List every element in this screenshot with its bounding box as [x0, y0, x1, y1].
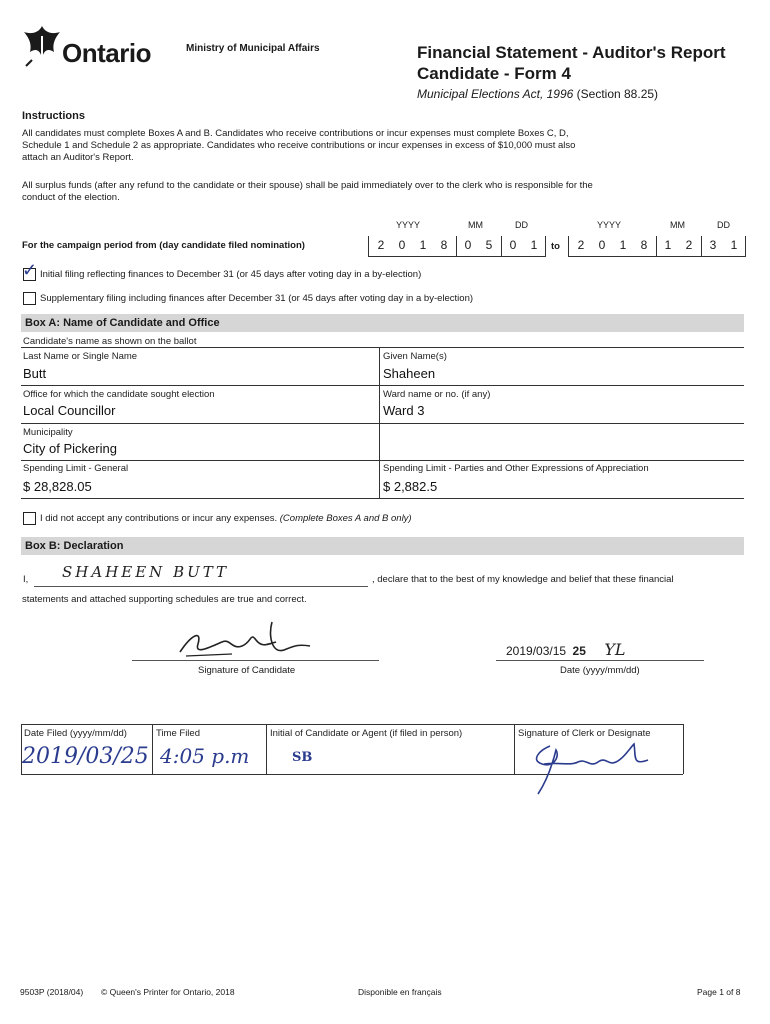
mm-label: MM — [670, 220, 685, 230]
date-digit: 3 — [709, 238, 717, 252]
date-digit: 0 — [598, 238, 606, 252]
given-names-label: Given Name(s) — [383, 351, 447, 362]
declaration-text-2: statements and attached supporting schedules are true and correct. — [22, 594, 307, 605]
spending-parties-field[interactable]: $ 2,882.5 — [383, 479, 438, 494]
instr-line: conduct of the election. — [22, 192, 120, 203]
box-a-heading: Box A: Name of Candidate and Office — [21, 314, 744, 332]
period-from-field[interactable] — [368, 236, 546, 258]
last-name-field[interactable]: Butt — [23, 366, 47, 381]
mm-label: MM — [468, 220, 483, 230]
instr-line: attach an Auditor's Report. — [22, 152, 134, 163]
supplementary-filing-label: Supplementary filing including finances after December 31 (or 45 days after voting day in a by-election) — [40, 293, 474, 304]
date-digit: 8 — [640, 238, 648, 252]
no-contrib-text: I did not accept any contributions or incur any expenses. — [40, 513, 278, 524]
footer-page-number: Page 1 of 8 — [697, 987, 741, 997]
date-digit: 1 — [664, 238, 672, 252]
time-filed-field[interactable]: 4:05 p.m — [160, 744, 250, 768]
instr-line: Schedule 1 and Schedule 2 as appropriate. Candidates who receive contributions or incur expenses in excess of $10,000 must also — [22, 140, 576, 151]
instructions-para-1 — [22, 128, 752, 164]
act-section: (Section 88.25) — [576, 87, 659, 101]
ontario-logo — [20, 20, 170, 70]
date-initials: YL — [604, 640, 626, 659]
initial-filing-label: Initial filing reflecting finances to December 31 (or 45 days after voting day in a by-election) — [40, 269, 422, 280]
candidate-signature — [172, 616, 332, 664]
date-digit: 1 — [419, 238, 427, 252]
checkmark-icon: ✓ — [22, 260, 38, 281]
date-digit: 1 — [730, 238, 738, 252]
title-line-2: Candidate - Form 4 — [417, 64, 571, 83]
date-filed-field[interactable]: 2019/03/25 — [22, 744, 149, 769]
period-header-labels — [0, 220, 770, 232]
date-correction: 25 — [572, 644, 586, 658]
declaration-date: 2019/03/15 — [506, 644, 567, 658]
no-contributions-label — [40, 513, 412, 524]
date-digit: 0 — [464, 238, 472, 252]
title-line-1: Financial Statement - Auditor's Report — [417, 43, 726, 62]
candidate-initial-field[interactable]: SB — [292, 750, 313, 765]
instr-line: All candidates must complete Boxes A and B. Candidates who receive contributions or incur expenses must complete Boxes C, D, — [22, 128, 569, 139]
declaration-date-field[interactable] — [506, 640, 706, 660]
date-digit: 2 — [377, 238, 385, 252]
given-names-field[interactable]: Shaheen — [383, 366, 436, 381]
box-b-heading: Box B: Declaration — [21, 537, 744, 555]
date-digit: 5 — [485, 238, 493, 252]
dd-label: DD — [515, 220, 528, 230]
spending-general-field[interactable]: $ 28,828.05 — [23, 479, 92, 494]
act-name: Municipal Elections Act, 1996 — [417, 87, 574, 101]
declaration-handwritten-name: SHAHEEN BUTT — [62, 563, 230, 581]
dd-label: DD — [717, 220, 730, 230]
signature-label: Signature of Candidate — [198, 665, 296, 676]
office-label: Office for which the candidate sought election — [23, 389, 215, 400]
trillium-icon — [20, 20, 66, 70]
ballot-note: Candidate's name as shown on the ballot — [23, 336, 197, 347]
date-digit: 2 — [577, 238, 585, 252]
date-digit: 1 — [619, 238, 627, 252]
spending-general-label: Spending Limit - General — [23, 463, 129, 474]
ward-label: Ward name or no. (if any) — [383, 389, 491, 400]
declaration-i: I, — [23, 574, 29, 585]
period-to-field[interactable] — [568, 236, 746, 258]
logo-wordmark: Ontario — [62, 38, 151, 68]
instr-line: All surplus funds (after any refund to the candidate or their spouse) shall be paid immediately over to the clerk who is responsible for the — [22, 180, 593, 191]
footer-french: Disponible en français — [358, 987, 442, 997]
period-to-label: to — [551, 241, 560, 252]
period-label: For the campaign period from (day candidate filed nomination) — [22, 240, 305, 251]
ministry-name: Ministry of Municipal Affairs — [186, 43, 320, 54]
no-contrib-note: (Complete Boxes A and B only) — [279, 513, 412, 524]
time-filed-label: Time Filed — [156, 728, 200, 739]
date-digit: 0 — [398, 238, 406, 252]
date-filed-label: Date Filed (yyyy/mm/dd) — [24, 728, 127, 739]
supplementary-filing-checkbox[interactable] — [23, 292, 36, 305]
footer-form-number: 9503P (2018/04) — [20, 987, 84, 997]
form-title — [417, 42, 726, 84]
date-digit: 1 — [530, 238, 538, 252]
ward-field[interactable]: Ward 3 — [383, 403, 425, 418]
declaration-name-line[interactable] — [34, 586, 368, 587]
date-digit: 8 — [440, 238, 448, 252]
instructions-heading: Instructions — [22, 110, 85, 122]
municipality-field[interactable]: City of Pickering — [23, 441, 117, 456]
candidate-initial-label: Initial of Candidate or Agent (if filed in person) — [270, 728, 463, 739]
footer-copyright: © Queen's Printer for Ontario, 2018 — [101, 987, 235, 997]
office-field[interactable]: Local Councillor — [23, 403, 116, 418]
date-digit: 0 — [509, 238, 517, 252]
date-label: Date (yyyy/mm/dd) — [560, 665, 640, 676]
yyyy-label: YYYY — [396, 220, 421, 230]
act-reference — [417, 87, 658, 101]
no-contributions-checkbox[interactable] — [23, 512, 36, 525]
instructions-para-2 — [22, 180, 752, 204]
declaration-text: , declare that to the best of my knowledge and belief that these financial — [372, 574, 674, 585]
date-digit: 2 — [685, 238, 693, 252]
spending-parties-label: Spending Limit - Parties and Other Expressions of Appreciation — [383, 463, 649, 474]
municipality-label: Municipality — [23, 427, 73, 438]
yyyy-label: YYYY — [597, 220, 622, 230]
clerk-signature[interactable] — [520, 736, 660, 800]
clerk-signature-label: Signature of Clerk or Designate — [518, 728, 651, 739]
last-name-label: Last Name or Single Name — [23, 351, 138, 362]
